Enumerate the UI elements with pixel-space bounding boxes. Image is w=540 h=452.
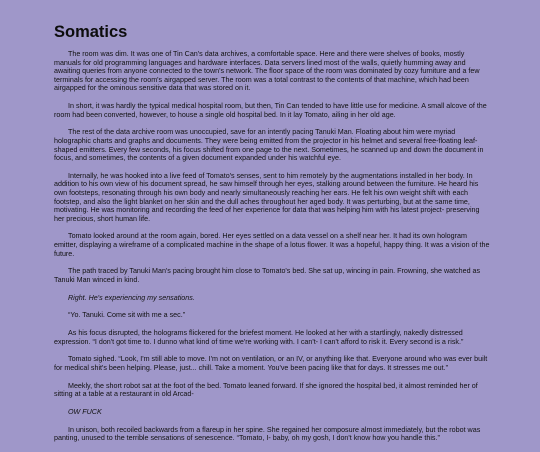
paragraph: In short, it was hardly the typical medical hospital room, but then, Tin Can tended to have little use for medicine. A small alcove of the room had been converted, however, to house a single old hospital bed. In it lay Tomato, ailing in her old age. <box>54 102 487 119</box>
paragraph: Tomato sighed. “Look, I'm still able to move. I'm not on ventilation, or an IV, or anything like that. Everyone around who was ever built for medical shit's been helping. Please, just... chill. Take a moment. You've been pacing like that for days. It stresses me out.” <box>54 355 488 372</box>
paragraph: The rest of the data archive room was unoccupied, save for an intently pacing Tanuki Man. Floating about him were myriad holographic charts and graphs and documents. They were being emitted from the projector in his helmet and several free-floating leaf-shaped emitters. Every few seconds, his focus shifted from one page to the next. Sometimes, he scanned up and down the document in focus, and sometimes, the contents of a given document expanded under his watchful eye. <box>54 128 484 163</box>
paragraph: Meekly, the short robot sat at the foot of the bed. Tomato leaned forward. If she ignored the hospital bed, it almost reminded her of sitting at a table at a restaurant in old Arcad- <box>54 381 478 399</box>
paragraph: Internally, he was hooked into a live feed of Tomato's senses, sent to him remotely by the augmentations installed in her body. In addition to his own view of his document spread, he saw himself through her eyes, stalking around between the furniture. He heard his own footsteps, resonating through his own body and nearly simultaneously reaching her ears. He felt his own weight shift with each footstep, and also the light blanket on her skin and the dull aches throughout her aged body. It was perturbing, but at the same time, motivating. He was monitoring and recording the feed of her experience for data that was helping him with his latest project- preserving her precious, short human life. <box>54 171 480 223</box>
paragraph: Tomato looked around at the room again, bored. Her eyes settled on a data vessel on a shelf near her. It had its own hologram emitter, displaying a wireframe of a complicated machine in the shape of a lotus flower. It was a hopeful, happy thing. It was a vision of the future. <box>54 232 490 258</box>
document-page <box>54 18 490 452</box>
paragraph-italic: OW FUCK <box>68 407 102 416</box>
paragraph: “Yo. Tanuki. Come sit with me a sec.” <box>68 311 186 320</box>
paragraph: In unison, both recoiled backwards from a flareup in her spine. She regained her composure almost immediately, but the robot was panting, unused to the terrible sensations of senescence. “Tomato, I- baby, oh my gosh, I don't know how you handle this.” <box>54 425 481 443</box>
paragraph: As his focus disrupted, the holograms flickered for the briefest moment. He looked at her with a startlingly, nakedly distressed expression. “I don't got time to. I dunno what kind of time we're working with. I can't- I can't afford to risk it. Every second is a risk.” <box>54 329 464 346</box>
paragraph-italic: Right. He's experiencing my sensations. <box>68 293 195 302</box>
page-title: Somatics <box>54 23 128 41</box>
paragraph: The room was dim. It was one of Tin Can's data archives, a comfortable space. Here and there were shelves of books, mostly manuals for old programming languages and hardware interfaces. Data servers lined most of the walls, quietly humming away and awaiting queries from anyone connected to the town's network. The floor space of the room was dominated by cozy furniture and a few terminals for accessing the room's airgapped server. The room was a total contrast to the contents of that machine, which had been airgapped for the ominous sensitive data that was stored on it. <box>54 50 480 93</box>
story-body <box>54 50 490 443</box>
paragraph: The path traced by Tanuki Man's pacing brought him close to Tomato's bed. She sat up, wincing in pain. Frowning, she watched as Tanuki Man winced in kind. <box>54 267 481 284</box>
